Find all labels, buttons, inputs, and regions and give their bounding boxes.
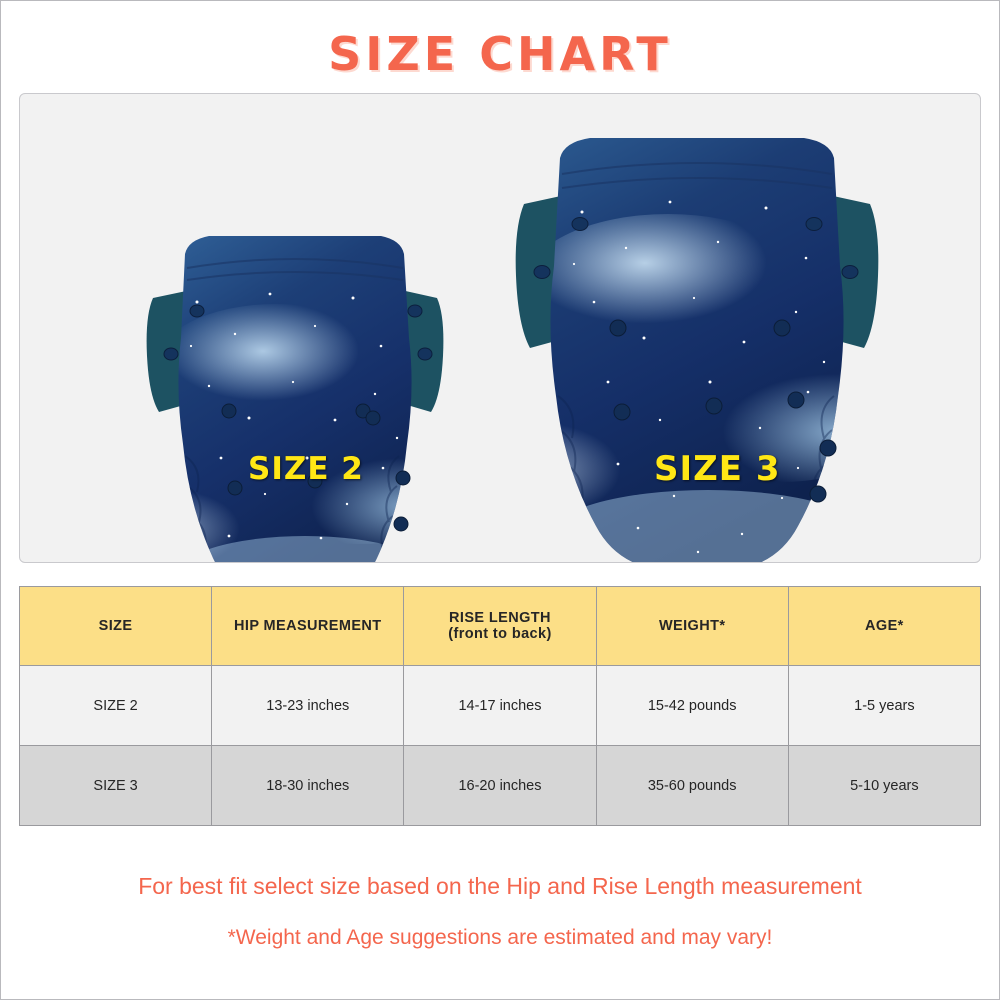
estimate-note: *Weight and Age suggestions are estimated and may vary! <box>227 926 773 949</box>
header-hip-measurement: HIP MEASUREMENT <box>212 587 404 666</box>
cell-size: SIZE 3 <box>20 746 212 826</box>
header-rise-length: RISE LENGTH (front to back) <box>404 587 596 666</box>
table-header-row <box>20 587 981 666</box>
cell-size: SIZE 2 <box>20 666 212 746</box>
cell-hip: 18-30 inches <box>212 746 404 826</box>
diaper-image-size-3 <box>498 116 898 563</box>
size-table-container <box>19 586 981 826</box>
size-3-overlay-label: SIZE 3 <box>654 449 781 489</box>
cell-weight: 35-60 pounds <box>596 746 788 826</box>
header-size: SIZE <box>20 587 212 666</box>
product-photo-panel <box>19 93 981 563</box>
cell-age: 5-10 years <box>788 746 980 826</box>
diaper-image-size-2 <box>125 206 465 563</box>
cell-rise: 14-17 inches <box>404 666 596 746</box>
table-row <box>20 666 981 746</box>
table-row <box>20 746 981 826</box>
cell-hip: 13-23 inches <box>212 666 404 746</box>
cell-age: 1-5 years <box>788 666 980 746</box>
cell-weight: 15-42 pounds <box>596 666 788 746</box>
size-table <box>19 586 981 826</box>
page-title: SIZE CHART <box>328 27 672 81</box>
cell-rise: 16-20 inches <box>404 746 596 826</box>
header-weight: WEIGHT* <box>596 587 788 666</box>
size-2-overlay-label: SIZE 2 <box>248 451 364 487</box>
fit-note: For best fit select size based on the Hip and Rise Length measurement <box>138 873 862 899</box>
header-age: AGE* <box>788 587 980 666</box>
